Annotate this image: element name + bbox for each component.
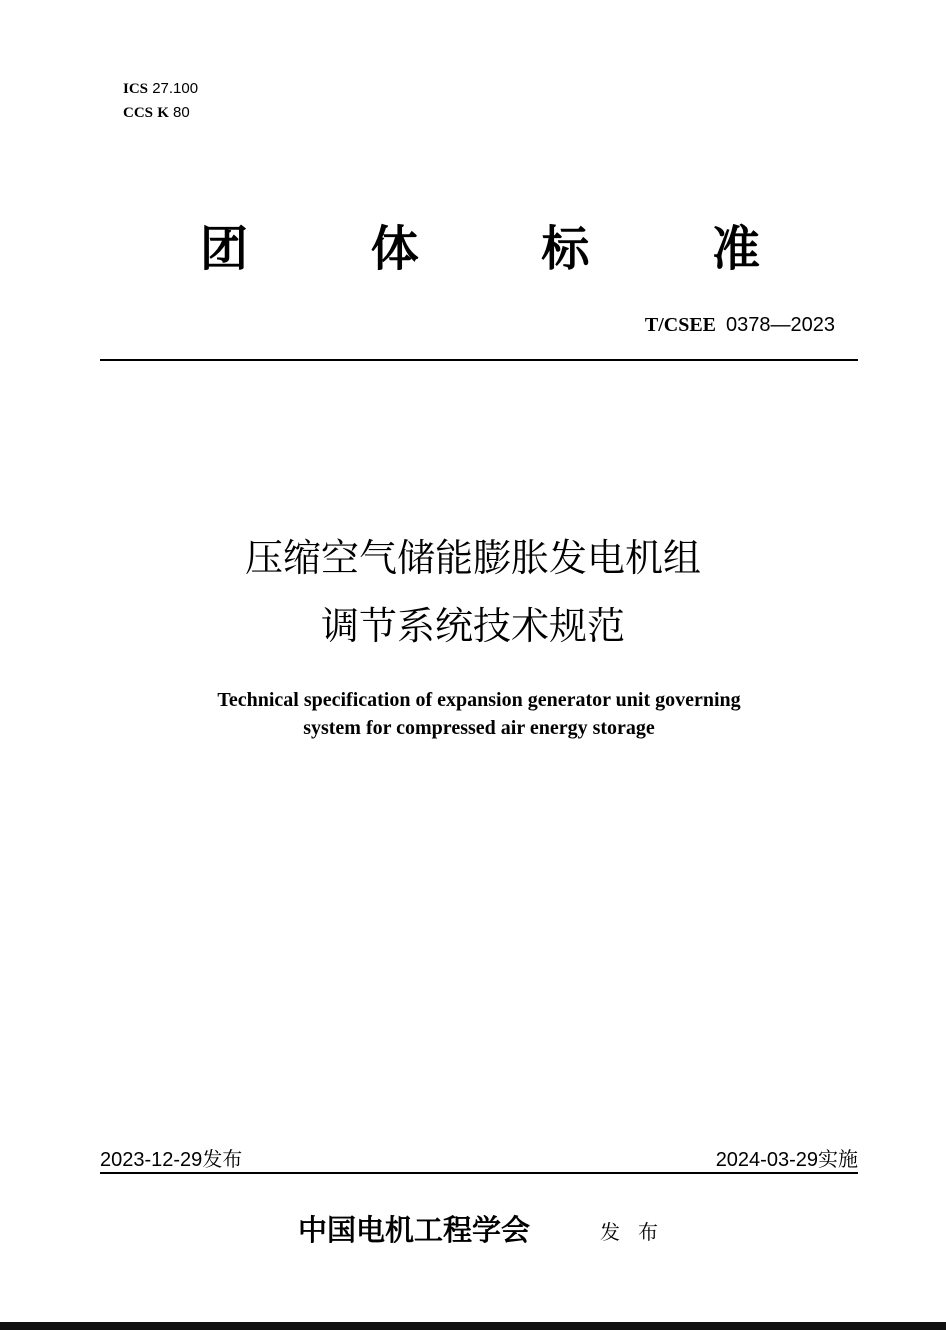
- standard-number-prefix: T/CSEE: [644, 314, 717, 336]
- chinese-title-line: 调节系统技术规范: [320, 604, 625, 648]
- publisher-action: 发布: [600, 1220, 676, 1244]
- english-title-line: Technical specification of expansion generator unit governing: [217, 689, 741, 711]
- standard-type-char: 团: [200, 220, 249, 277]
- english-title-line: system for compressed air energy storage: [303, 717, 655, 739]
- ccs-code-row: [123, 101, 198, 125]
- footer-bar: [0, 1322, 946, 1330]
- bottom-divider: [100, 1172, 858, 1174]
- chinese-title-line: 压缩空气储能膨胀发电机组: [244, 536, 701, 580]
- standard-type-char: 标: [541, 220, 590, 277]
- ccs-label: CCS: [123, 105, 154, 121]
- standard-type-char: 准: [711, 220, 760, 277]
- ics-code-row: [123, 77, 198, 101]
- issue-date-value: 2023-12-29: [100, 1149, 203, 1171]
- ics-label: ICS: [123, 81, 149, 97]
- ccs-letter: K: [157, 105, 169, 121]
- standard-type-heading: [200, 212, 760, 276]
- implementation-date-label: 实施: [818, 1147, 858, 1171]
- top-divider: [100, 359, 858, 361]
- publisher-name: 中国电机工程学会: [298, 1213, 531, 1247]
- issue-date-label: 发布: [202, 1147, 243, 1171]
- classification-codes: [123, 77, 198, 125]
- ics-code: 27.100: [152, 80, 199, 97]
- standard-number: [645, 314, 835, 337]
- issue-date: [100, 1143, 242, 1172]
- implementation-date: [716, 1143, 858, 1172]
- standard-number-value: 0378—2023: [726, 314, 835, 336]
- chinese-title: [0, 524, 946, 660]
- standard-type-char: 体: [370, 220, 419, 277]
- implementation-date-value: 2024-03-29: [715, 1149, 818, 1171]
- ccs-code: 80: [173, 104, 190, 121]
- english-title: [0, 686, 946, 742]
